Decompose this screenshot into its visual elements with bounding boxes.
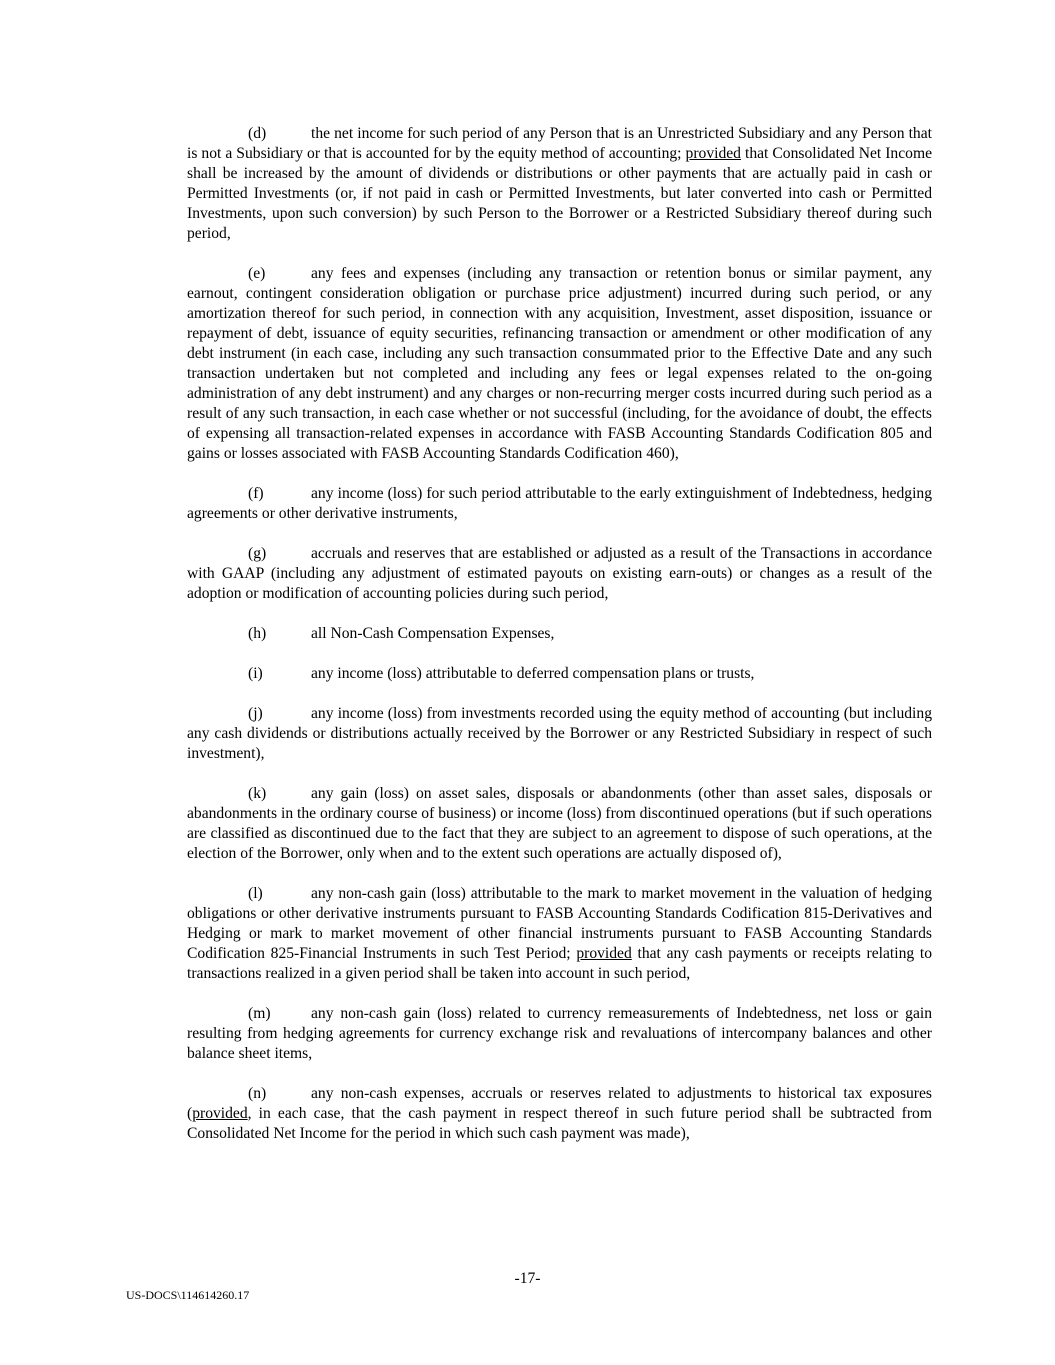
paragraph-g: (g) accruals and reserves that are established or adjusted as a result of the Transactions in accordance with GAAP (including any adjustment of estimated payouts on existing earn-outs) or changes as a result of the adoption or modification of accounting policies during such period, [187,545,932,602]
paragraph-i: (i) any income (loss) attributable to deferred compensation plans or trusts, [248,665,755,682]
provided-emphasis: provided [576,945,632,962]
paragraph-label: (m) [248,1005,271,1022]
paragraph-m: (m) any non-cash gain (loss) related to currency remeasurements of Indebtedness, net loss or gain resulting from hedging agreements for currency exchange risk and revaluations of intercompany balances and other balance sheet items, [187,1005,932,1062]
paragraph-label: (h) [248,625,267,642]
paragraph-label: (g) [248,545,267,562]
paragraph-l: (l) any non-cash gain (loss) attributable to the mark to market movement in the valuation of hedging obligations or other derivative instruments pursuant to FASB Accounting Standards Codification 815-Derivatives and Hedging or mark to market movement of other financial instruments pursuant to FASB Accounting Standards Codification 825-Financial Instruments in such Test Period; provided that any cash payments or receipts relating to transactions realized in a given period shall be taken into account in such period, [187,885,932,982]
paragraph-h: (h) all Non-Cash Compensation Expenses, [248,625,555,642]
paragraph-e: (e) any fees and expenses (including any transaction or retention bonus or similar payment, any earnout, contingent consideration obligation or purchase price adjustment) incurred during such period, or any amortization thereof for such period, in connection with any acquisition, Investment, asset disposition, issuance or repayment of debt, issuance of equity securities, refinancing transaction or amendment or other modification of any debt instrument (in each case, including any such transaction consummated prior to the Effective Date and any such transaction undertaken but not completed and including any fees or legal expenses related to the on-going administration of any debt instrument) and any charges or non-recurring merger costs incurred during such period as a result of any such transaction, in each case whether or not successful (including, for the avoidance of doubt, the effects of expensing all transaction-related expenses in accordance with FASB Accounting Standards Codification 805 and gains or losses associated with FASB Accounting Standards Codification 460), [187,265,932,462]
paragraph-label: (k) [248,785,267,802]
paragraph-label: (f) [248,485,264,502]
page-number: -17- [514,1270,541,1287]
paragraph-label: (j) [248,705,263,722]
paragraph-label: (i) [248,665,263,682]
paragraph-label: (l) [248,885,263,902]
document-body [187,124,932,1164]
paragraph-d: (d) the net income for such period of any Person that is an Unrestricted Subsidiary and any Person that is not a Subsidiary or that is accounted for by the equity method of accounting; provided that Consolidated Net Income shall be increased by the amount of dividends or distributions or other payments that are actually paid in cash or Permitted Investments (or, if not paid in cash or Permitted Investments, but later converted into cash or Permitted Investments, upon such conversion) by such Person to the Borrower or a Restricted Subsidiary thereof during such period, [187,125,932,242]
paragraph-k: (k) any gain (loss) on asset sales, disposals or abandonments (other than asset sales, disposals or abandonments in the ordinary course of business) or income (loss) from discontinued operations (but if such operations are classified as discontinued due to the fact that they are subject to an agreement to dispose of such operations, at the election of the Borrower, only when and to the extent such operations are actually disposed of), [187,785,932,862]
paragraph-label: (d) [248,125,267,142]
paragraph-label: (e) [248,265,266,282]
document-id: US-DOCS\114614260.17 [126,1288,250,1302]
provided-emphasis: provided [685,145,741,162]
paragraph-j: (j) any income (loss) from investments recorded using the equity method of accounting (but including any cash dividends or distributions actually received by the Borrower or any Restricted Subsidiary in respect of such investment), [187,705,932,762]
paragraph-label: (n) [248,1085,267,1102]
paragraph-n: (n) any non-cash expenses, accruals or reserves related to adjustments to historical tax exposures (provided, in each case, that the cash payment in respect thereof in such future period shall be subtracted from Consolidated Net Income for the period in which such cash payment was made), [187,1085,932,1142]
provided-emphasis: provided [192,1105,248,1122]
paragraph-f: (f) any income (loss) for such period attributable to the early extinguishment of Indebtedness, hedging agreements or other derivative instruments, [187,485,932,522]
